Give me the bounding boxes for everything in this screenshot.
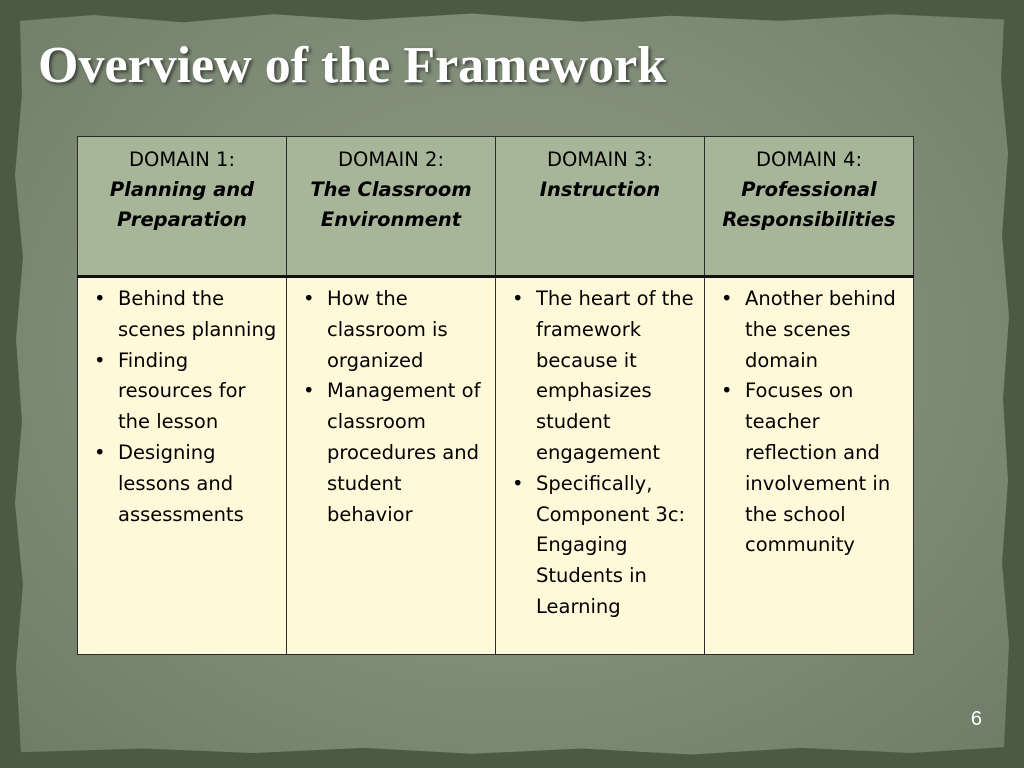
domain-1-description bbox=[78, 277, 287, 655]
domain-title-line: Planning and bbox=[109, 178, 255, 201]
bullet-list bbox=[293, 284, 491, 530]
list-item: • Designing lessons and assessments bbox=[84, 438, 282, 530]
domain-description-row bbox=[78, 277, 914, 655]
page-number: 6 bbox=[970, 708, 982, 730]
list-item: • Management of classroom procedures and student behavior bbox=[293, 376, 491, 530]
slide-title: Overview of the Framework bbox=[38, 37, 667, 94]
domain-label: DOMAIN 3: bbox=[546, 148, 654, 171]
domain-3-description bbox=[496, 277, 705, 655]
domain-title-line: The Classroom bbox=[310, 178, 472, 201]
domain-1-header bbox=[78, 137, 287, 277]
list-item: • Behind the scenes planning bbox=[84, 284, 282, 346]
framework-table bbox=[77, 136, 914, 655]
domain-title-line: Instruction bbox=[539, 178, 661, 201]
domain-2-header bbox=[287, 137, 496, 277]
bullet-list bbox=[84, 284, 282, 530]
bullet-list bbox=[711, 284, 909, 561]
domain-label: DOMAIN 2: bbox=[337, 148, 445, 171]
list-item: • How the classroom is organized bbox=[293, 284, 491, 376]
domain-2-description bbox=[287, 277, 496, 655]
domain-label: DOMAIN 4: bbox=[755, 148, 863, 171]
domain-title-line: Responsibilities bbox=[722, 208, 896, 231]
domain-title-line: Environment bbox=[320, 208, 462, 231]
list-item: • Another behind the scenes domain bbox=[711, 284, 909, 376]
domain-title-line: Professional bbox=[741, 178, 877, 201]
domain-4-description bbox=[705, 277, 914, 655]
domain-header-row bbox=[78, 137, 914, 277]
list-item: • Focuses on teacher reflection and involvement in the school community bbox=[711, 376, 909, 561]
list-item: • The heart of the framework because it emphasizes student engagement bbox=[502, 284, 700, 469]
list-item: • Finding resources for the lesson bbox=[84, 346, 282, 438]
list-item: • Specifically, Component 3c: Engaging Students in Learning bbox=[502, 469, 700, 623]
domain-4-header bbox=[705, 137, 914, 277]
domain-label: DOMAIN 1: bbox=[128, 148, 236, 171]
bullet-list bbox=[502, 284, 700, 623]
domain-3-header bbox=[496, 137, 705, 277]
domain-title-line: Preparation bbox=[117, 208, 247, 231]
